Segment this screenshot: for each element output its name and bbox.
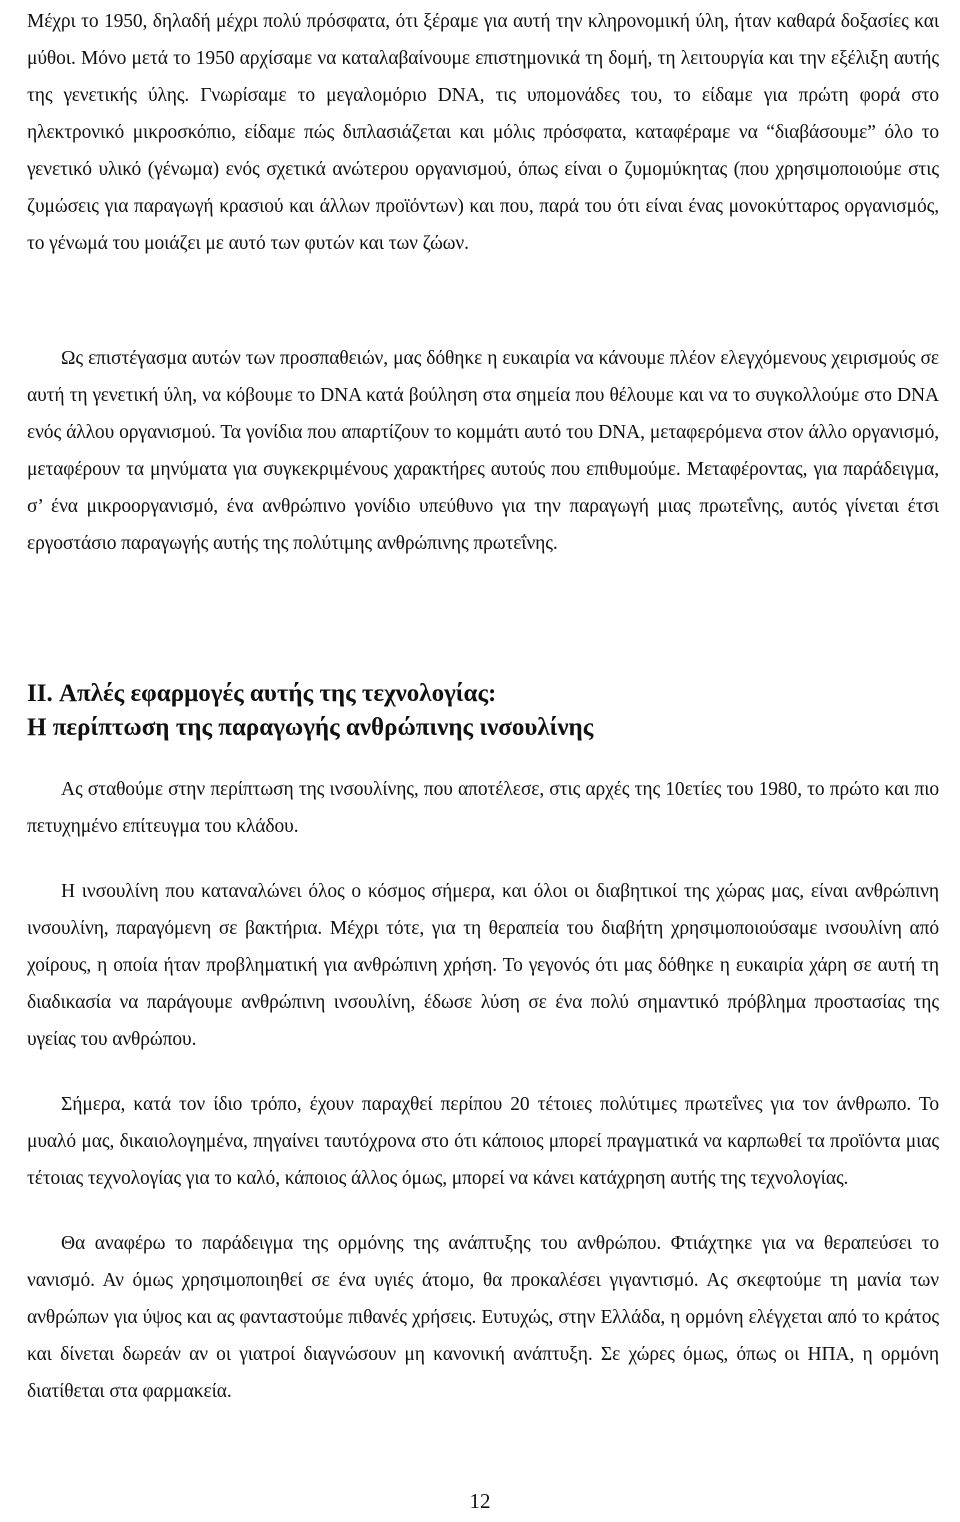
- genetic-engineering-section: [27, 340, 939, 590]
- paragraph-human-insulin: Η ινσουλίνη που καταναλώνει όλος ο κόσμος σήμερα, και όλοι οι διαβητικοί της χώρας μας, είναι ανθρώπινη ινσουλίνη, παραγόμενη σε βακτήρια. Μέχρι τότε, για τη θεραπεία του διαβήτη χρησιμοποιούσαμε ινσουλίνη από χοίρους, η οποία ήταν προβληματική για ανθρώπινη χρήση. Το γεγονός ότι μας δόθηκε η ευκαιρία χάρη σε αυτή τη διαδικασία να παράγουμε ανθρώπινη ινσουλίνη, έδωσε λύση σε ένα πολύ σημαντικό πρόβλημα προστασίας της υγείας του ανθρώπου.: [27, 881, 939, 1050]
- paragraph-growth-hormone: Θα αναφέρω το παράδειγμα της ορμόνης της ανάπτυξης του ανθρώπου. Φτιάχτηκε για να θεραπεύσει το νανισμό. Αν όμως χρησιμοποιηθεί σε ένα υγιές άτομο, θα προκαλέσει γιγαντισμό. Ας σκεφτούμε τη μανία των ανθρώπων για ύψος και ας φανταστούμε πιθανές χρήσεις. Ευτυχώς, στην Ελλάδα, η ορμόνη ελέγχεται από το κράτος και δίνεται δωρεάν αν οι γιατροί διαγνώσουν μη κανονική ανάπτυξη. Σε χώρες όμως, όπως οι ΗΠΑ, η ορμόνη διατίθεται στα φαρμακεία.: [27, 1233, 939, 1402]
- section-heading-line-2: Η περίπτωση της παραγωγής ανθρώπινης ινσουλίνης: [27, 714, 594, 741]
- intro-section: [27, 3, 939, 290]
- paragraph-dna-history: Μέχρι το 1950, δηλαδή μέχρι πολύ πρόσφατα, ότι ξέραμε για αυτή την κληρονομική ύλη, ήταν καθαρά δοξασίες και μύθοι. Μόνο μετά το 1950 αρχίσαμε να καταλαβαίνουμε επιστημονικά τη δομή, τη λειτουργία και την εξέλιξη αυτής της γενετικής ύλης. Γνωρίσαμε το μεγαλομόριο DNA, τις υπομονάδες του, το είδαμε για πρώτη φορά στο ηλεκτρονικό μικροσκόπιο, είδαμε πώς διπλασιάζεται και μόλις πρόσφατα, καταφέραμε να “διαβάσουμε” όλο το γενετικό υλικό (γένωμα) ενός σχετικά ανώτερου οργανισμού, όπως είναι ο ζυμομύκητας (που χρησιμοποιούμε στις ζυμώσεις για παραγωγή κρασιού και άλλων προϊόντων) και που, παρά του ότι είναι ένας μονοκύτταρος οργανισμός, το γένωμά του μοιάζει με αυτό των φυτών και των ζώων.: [27, 11, 939, 254]
- paragraph-insulin-case: Ας σταθούμε στην περίπτωση της ινσουλίνης, που αποτέλεσε, στις αρχές της 10ετίες του 1980, το πρώτο και πιο πετυχημένο επίτευγμα του κλάδου.: [27, 779, 939, 837]
- insulin-section: [27, 771, 939, 1438]
- paragraph-genetic-manipulation: Ως επιστέγασμα αυτών των προσπαθειών, μας δόθηκε η ευκαιρία να κάνουμε πλέον ελεγχόμενους χειρισμούς σε αυτή τη γενετική ύλη, να κόβουμε το DNA κατά βούληση στα σημεία που θέλουμε και να το συγκολλούμε στο DNA ενός άλλου οργανισμού. Τα γονίδια που απαρτίζουν το κομμάτι αυτό του DNA, μεταφερόμενα στον άλλο οργανισμό, μεταφέρουν τα μηνύματα για συγκεκριμένους χαρακτήρες αυτούς που επιθυμούμε. Μεταφέροντας, για παράδειγμα, σ’ ένα μικροοργανισμό, ένα ανθρώπινο γονίδιο υπεύθυνο για την παραγωγή μιας πρωτεΐνης, αυτός γίνεται έτσι εργοστάσιο παραγωγής αυτής της πολύτιμης ανθρώπινης πρωτεΐνης.: [27, 348, 939, 554]
- page-number: 12: [469, 1489, 491, 1513]
- paragraph-valuable-proteins: Σήμερα, κατά τον ίδιο τρόπο, έχουν παραχθεί περίπου 20 τέτοιες πολύτιμες πρωτεΐνες για τον άνθρωπο. Το μυαλό μας, δικαιολογημένα, πηγαίνει ταυτόχρονα στο ότι κάποιος μπορεί πραγματικά να καρπωθεί τα προϊόντα μιας τέτοιας τεχνολογίας για το καλό, κάποιος άλλος όμως, μπορεί να κάνει κατάχρηση αυτής της τεχνολογίας.: [27, 1094, 939, 1189]
- section-heading-line-1: II. Απλές εφαρμογές αυτής της τεχνολογίας:: [27, 680, 497, 707]
- section-heading: [27, 677, 939, 745]
